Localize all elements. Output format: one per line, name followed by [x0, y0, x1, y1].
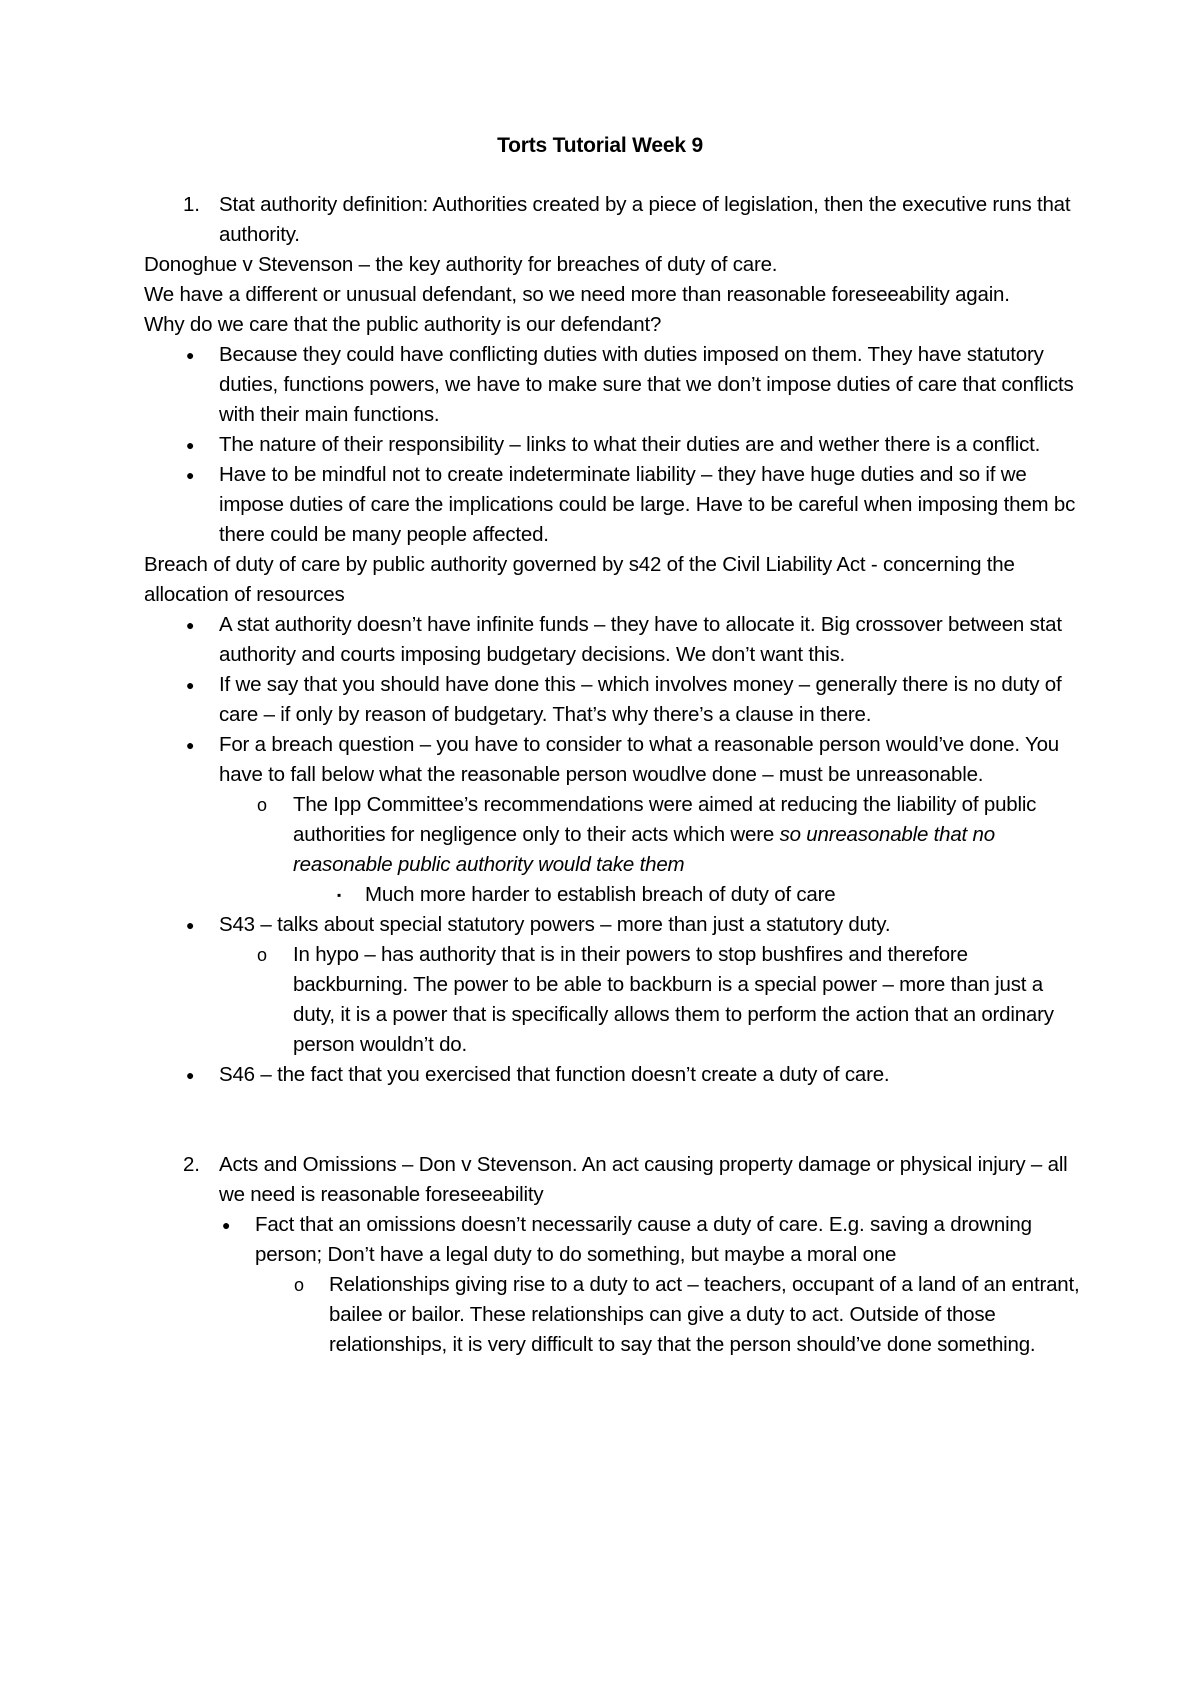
bullet-text: Because they could have conflicting duties with duties imposed on them. They have statutory duties, functions powers, we have to make sure that we don’t impose duties of care that conflicts with their main functions.	[219, 343, 1074, 426]
bullet-item	[144, 340, 1084, 430]
bullet-item	[144, 670, 1084, 730]
bullet-item-omissions	[144, 1210, 1084, 1270]
bullet-text: The nature of their responsibility – links to what their duties are and wether there is a conflict.	[219, 433, 1041, 456]
paragraph-donoghue: Donoghue v Stevenson – the key authority for breaches of duty of care.	[144, 253, 778, 276]
bullet-text: S43 – talks about special statutory powers – more than just a statutory duty.	[219, 913, 891, 936]
bullet-item-s46	[144, 1060, 1084, 1090]
sub-sub-bullet-text: Much more harder to establish breach of duty of care	[365, 883, 836, 906]
sub-bullet-text: In hypo – has authority that is in their powers to stop bushfires and therefore backburning. The power to be able to backburn is a special power – more than just a duty, it is a power that is specifically allows them to perform the action that an ordinary person wouldn’t do.	[293, 943, 1054, 1056]
numbered-item-2	[144, 1150, 1084, 1210]
bullet-marker: ●	[186, 467, 195, 483]
bullet-text: For a breach question – you have to consider to what a reasonable person would’ve done. You have to fall below what the reasonable person woudlve done – must be unreasonable.	[219, 733, 1059, 786]
bullet-marker: ●	[186, 437, 195, 453]
sub-bullet-hypo	[144, 940, 1084, 1060]
ipp-text: The Ipp Committee’s recommendations were aimed at reducing the liability of public authorities for negligence only to their acts which were	[293, 793, 1037, 846]
bullet-marker: ●	[186, 1067, 195, 1083]
bullet-text: If we say that you should have done this – which involves money – generally there is no duty of care – if only by reason of budgetary. That’s why there’s a clause in there.	[219, 673, 1062, 726]
circle-marker: o	[257, 945, 267, 965]
bullet-marker: ●	[186, 917, 195, 933]
bullet-item	[144, 460, 1084, 550]
spacer	[144, 1090, 1084, 1150]
bullet-item-s43	[144, 910, 1084, 940]
bullet-text: S46 – the fact that you exercised that function doesn’t create a duty of care.	[219, 1063, 890, 1086]
sub-bullet-ipp	[144, 790, 1084, 880]
document-title: Torts Tutorial Week 9	[497, 134, 703, 157]
list-number: 1.	[183, 193, 200, 216]
bullet-marker: ●	[186, 617, 195, 633]
bullet-marker: ●	[186, 677, 195, 693]
numbered-item-1	[144, 190, 1084, 250]
bullet-item	[144, 730, 1084, 790]
bullet-item	[144, 430, 1084, 460]
bullet-marker: ●	[222, 1217, 231, 1233]
bullet-text: Have to be mindful not to create indeterminate liability – they have huge duties and so if we impose duties of care the implications could be large. Have to be careful when imposing them bc there could be many people affected.	[219, 463, 1076, 546]
ipp-italic-text: so unreasonable that no reasonable public authority would take them	[293, 823, 995, 876]
bullet-item	[144, 610, 1084, 670]
sub-bullet-text	[293, 790, 1084, 880]
list-number: 2.	[183, 1153, 200, 1176]
sub-bullet-text: Relationships giving rise to a duty to act – teachers, occupant of a land of an entrant, bailee or bailor. These relationships can give a duty to act. Outside of those relationships, it is very difficult to say that the person should’ve done something.	[329, 1273, 1080, 1356]
bullet-marker: ●	[186, 737, 195, 753]
numbered-item-text: Stat authority definition: Authorities created by a piece of legislation, then the executive runs that authority.	[219, 193, 1071, 246]
bullet-text: Fact that an omissions doesn’t necessarily cause a duty of care. E.g. saving a drowning person; Don’t have a legal duty to do something, but maybe a moral one	[255, 1213, 1032, 1266]
sub-sub-bullet	[144, 880, 1084, 910]
paragraph-different-defendant: We have a different or unusual defendant, so we need more than reasonable foreseeability again.	[144, 283, 1010, 306]
bullet-text: A stat authority doesn’t have infinite funds – they have to allocate it. Big crossover between stat authority and courts imposing budgetary decisions. We don’t want this.	[219, 613, 1062, 666]
paragraph-breach-s42: Breach of duty of care by public authority governed by s42 of the Civil Liability Act - concerning the allocation of resources	[144, 553, 1015, 606]
numbered-item-text: Acts and Omissions – Don v Stevenson. An act causing property damage or physical injury – all we need is reasonable foreseeability	[219, 1153, 1068, 1206]
square-marker: ▪	[337, 888, 342, 902]
bullet-marker: ●	[186, 347, 195, 363]
sub-bullet-relationships	[144, 1270, 1084, 1360]
circle-marker: o	[294, 1275, 304, 1295]
document-body	[144, 190, 1084, 1360]
paragraph-why-care: Why do we care that the public authority is our defendant?	[144, 313, 662, 336]
circle-marker: o	[257, 795, 267, 815]
